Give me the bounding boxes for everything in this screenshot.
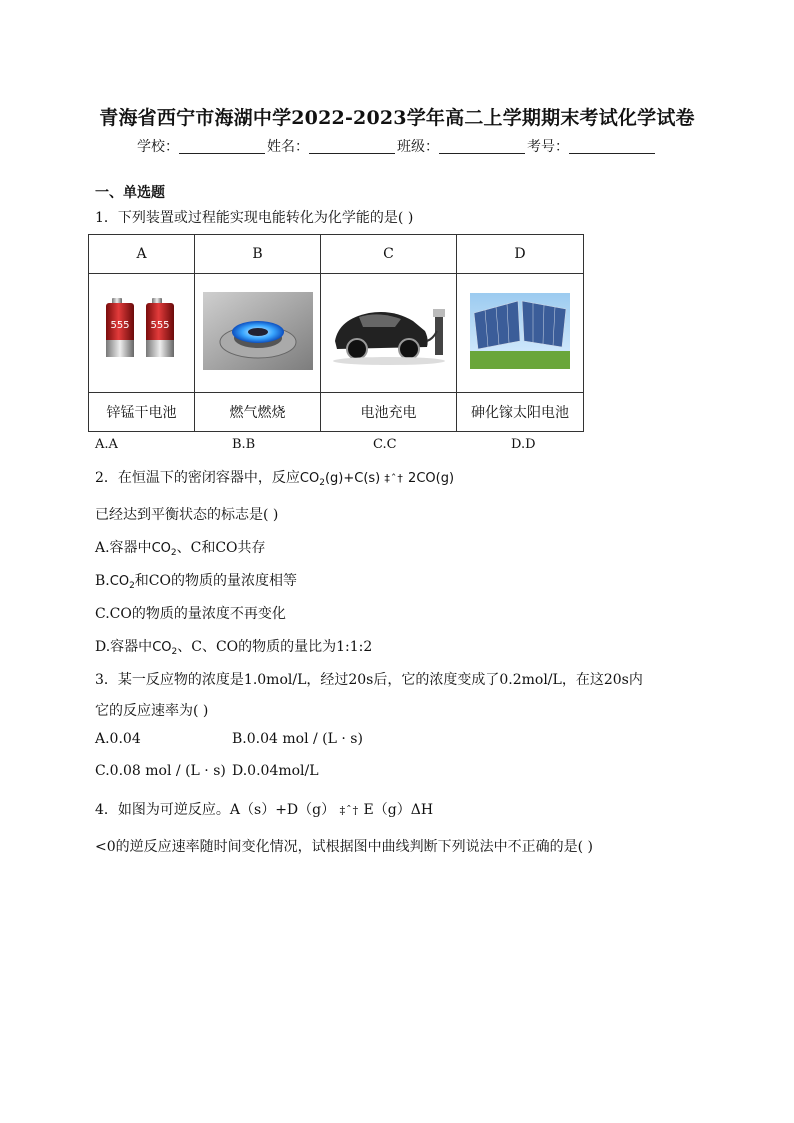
battery-image: [89, 274, 195, 393]
section-heading: 一、单选题: [95, 185, 165, 201]
q4-stem-line1: 4．如图为可逆反应。A（s）+D（g） ‡ˆ† E（g）ΔH: [95, 802, 434, 818]
car-charging-image: [321, 274, 457, 393]
svg-text:555: 555: [149, 320, 170, 331]
name-blank[interactable]: [309, 139, 395, 154]
q2-option-d[interactable]: D.容器中$CO_2$、C、CO的物质的量比为1:1:2: [95, 639, 373, 657]
q3-option-d[interactable]: D.0.04mol/L: [232, 763, 319, 779]
q1-option-c[interactable]: C.C: [373, 437, 397, 452]
page-title: 青海省西宁市海湖中学2022-2023学年高二上学期期末考试化学试卷: [99, 107, 695, 129]
q2-option-a[interactable]: A.容器中$CO_2$、C和CO共存: [95, 540, 266, 558]
equilibrium-arrow-icon: ‡ˆ†: [384, 472, 404, 485]
solar-panel-image: [457, 274, 584, 393]
q1-option-d[interactable]: D.D: [511, 437, 536, 452]
school-blank[interactable]: [179, 139, 265, 154]
q1-header-c: C: [321, 235, 457, 274]
number-label: 考号：: [527, 139, 569, 155]
name-label: 姓名：: [267, 139, 309, 155]
class-blank[interactable]: [439, 139, 525, 154]
q2-option-b[interactable]: $B.CO_2$和CO的物质的量浓度相等: [95, 573, 297, 591]
q3-option-a[interactable]: A.0.04: [95, 731, 141, 747]
q2-stem-line2: 已经达到平衡状态的标志是( ): [95, 507, 279, 523]
q1-table: [88, 234, 584, 432]
q1-caption-c: 电池充电: [321, 393, 457, 432]
q1-header-a: A: [89, 235, 195, 274]
q3-stem-line1: 3．某一反应物的浓度是1.0mol/L，经过20s后，它的浓度变成了0.2mol/L，在这20s内: [95, 672, 643, 688]
q1-caption-a: 锌锰干电池: [89, 393, 195, 432]
q1-header-d: D: [457, 235, 584, 274]
q1-caption-b: 燃气燃烧: [195, 393, 321, 432]
equilibrium-arrow-icon: ‡ˆ†: [339, 804, 360, 817]
student-info-line: [0, 136, 794, 156]
q1-caption-d: 砷化镓太阳电池: [457, 393, 584, 432]
q4-stem-line2: <0的逆反应速率随时间变化情况，试根据图中曲线判断下列说法中不正确的是( ): [95, 839, 594, 855]
q2-option-c[interactable]: C.CO的物质的量浓度不再变化: [95, 606, 286, 622]
school-label: 学校：: [137, 139, 179, 155]
q1-stem: 1．下列装置或过程能实现电能转化为化学能的是( ): [95, 210, 414, 226]
svg-text:555: 555: [109, 320, 130, 331]
q1-option-a[interactable]: A.A: [95, 437, 118, 452]
gas-stove-image: [195, 274, 321, 393]
class-label: 班级：: [397, 139, 439, 155]
q3-option-b[interactable]: B.0.04 mol / (L · s): [232, 731, 363, 747]
q3-stem-line2: 它的反应速率为( ): [95, 703, 209, 719]
q1-option-b[interactable]: B.B: [232, 437, 256, 452]
number-blank[interactable]: [569, 139, 655, 154]
q1-header-b: B: [195, 235, 321, 274]
q3-option-c[interactable]: C.0.08 mol / (L · s): [95, 763, 226, 779]
q2-stem-line1: 2．在恒温下的密闭容器中，反应$CO_2(g)+C(s)$ ‡ˆ† 2CO(g): [95, 470, 455, 488]
